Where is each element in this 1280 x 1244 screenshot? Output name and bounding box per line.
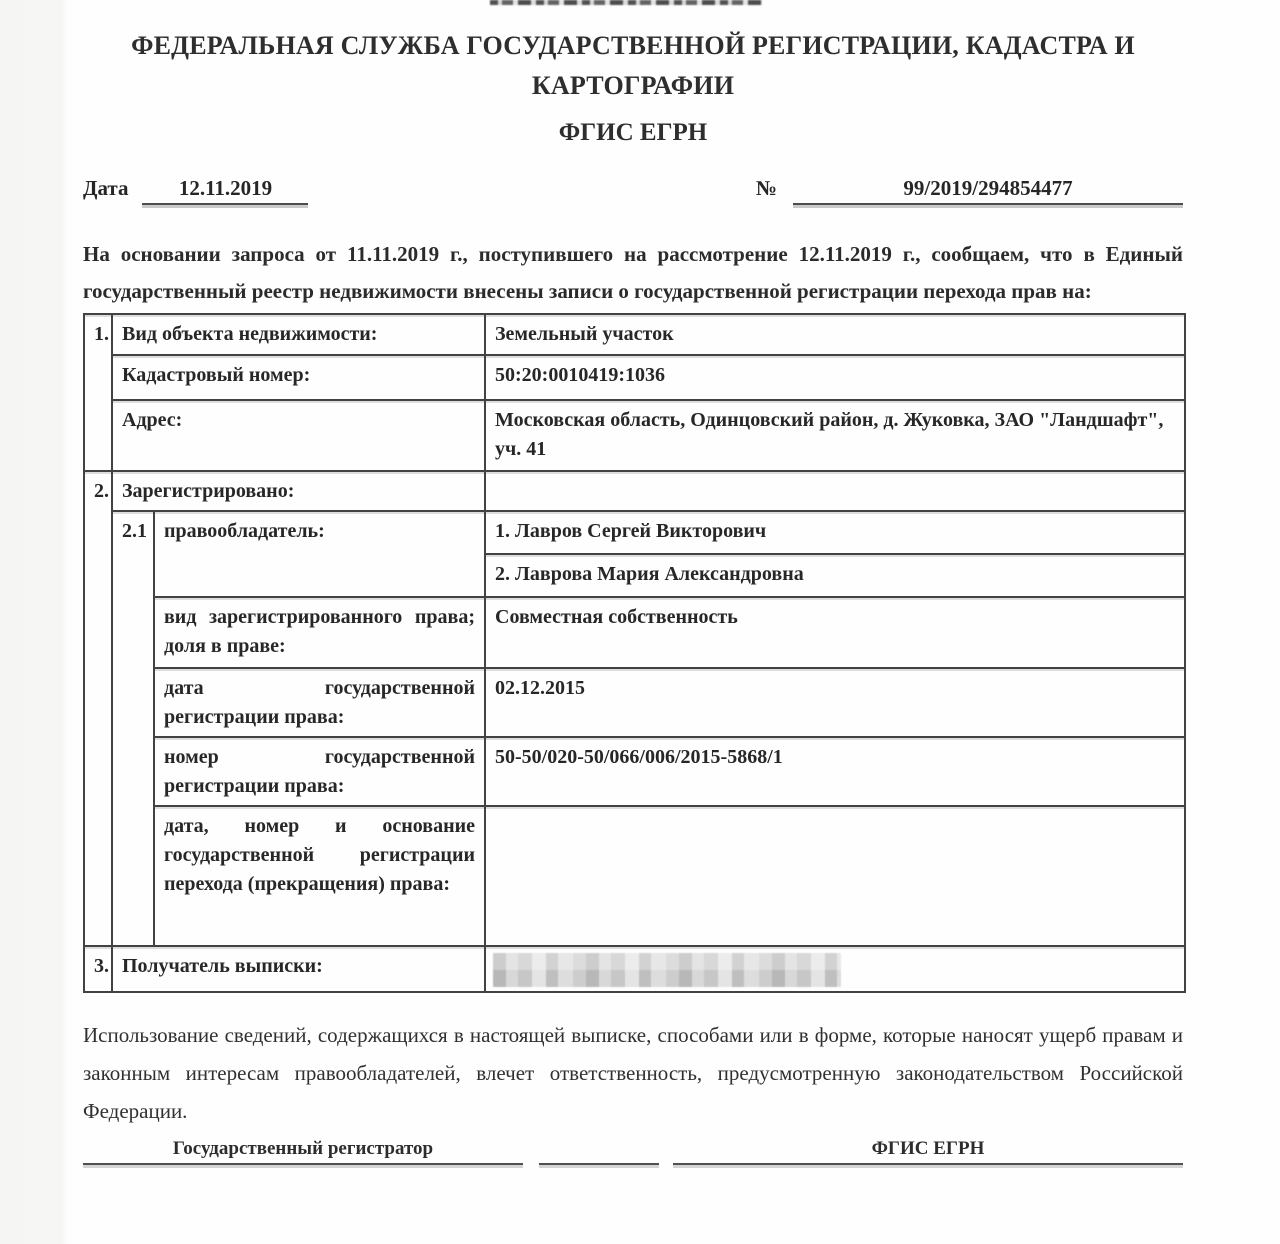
field-value-empty bbox=[485, 806, 1185, 946]
org-title-line2: КАРТОГРАФИИ bbox=[531, 71, 735, 100]
registrar-signature-label: Государственный регистратор bbox=[172, 1138, 434, 1159]
field-label: дата, номер и основание государственной регистрации перехода (прекращения) права: bbox=[154, 806, 485, 946]
field-value: Совместная собственность bbox=[485, 597, 1185, 668]
number-value: 99/2019/294854477 bbox=[793, 175, 1183, 205]
table-row bbox=[84, 737, 1185, 806]
field-label: Зарегистрировано: bbox=[112, 471, 485, 511]
field-label: правообладатель: bbox=[154, 511, 485, 597]
clipped-top-text-remnant bbox=[490, 0, 762, 5]
field-value: 02.12.2015 bbox=[485, 668, 1185, 737]
field-value-empty bbox=[485, 471, 1185, 511]
row-number: 2. bbox=[84, 471, 112, 946]
table-row bbox=[84, 400, 1185, 471]
field-label: Вид объекта недвижимости: bbox=[112, 314, 485, 355]
disclaimer-paragraph: Использование сведений, содержащихся в настоящей выписке, способами или в форме, которые наносят ущерб правам и законным интересам правообладателей, влечет ответственность, предусмотренную законодательством Российской Федерации. bbox=[83, 1023, 1183, 1123]
field-value: 50:20:0010419:1036 bbox=[485, 355, 1185, 400]
fgis-signature-line bbox=[673, 1138, 1183, 1165]
signature-row bbox=[83, 1138, 1183, 1165]
field-value-redacted bbox=[485, 946, 1185, 992]
field-label: Кадастровый номер: bbox=[112, 355, 485, 400]
table-row bbox=[84, 806, 1185, 946]
intro-paragraph: На основании запроса от 11.11.2019 г., поступившего на рассмотрение 12.11.2019 г., сообщаем, что в Единый государственный реестр недвижимости внесены записи о государственной регистрации перехода прав на: bbox=[83, 242, 1183, 303]
table-row bbox=[84, 668, 1185, 737]
field-value: 50-50/020-50/066/006/2015-5868/1 bbox=[485, 737, 1185, 806]
number-label: № bbox=[755, 176, 777, 200]
table-row bbox=[84, 511, 1185, 554]
field-label: вид зарегистрированного права; доля в праве: bbox=[154, 597, 485, 668]
registration-table bbox=[83, 313, 1186, 993]
table-row bbox=[84, 597, 1185, 668]
table-row bbox=[84, 314, 1185, 355]
field-value: 1. Лавров Сергей Викторович bbox=[485, 511, 1185, 554]
middle-signature-line bbox=[539, 1138, 659, 1165]
redacted-recipient-blur bbox=[493, 953, 841, 987]
row-subnumber: 2.1 bbox=[112, 511, 154, 946]
fgis-signature-label: ФГИС ЕГРН bbox=[871, 1138, 985, 1159]
field-value: Земельный участок bbox=[485, 314, 1185, 355]
table-row bbox=[84, 471, 1185, 511]
table-row bbox=[84, 946, 1185, 992]
system-title: ФГИС ЕГРН bbox=[558, 119, 708, 146]
row-number: 3. bbox=[84, 946, 112, 992]
field-label: Получатель выписки: bbox=[112, 946, 485, 992]
org-title-line1: ФЕДЕРАЛЬНАЯ СЛУЖБА ГОСУДАРСТВЕННОЙ РЕГИСТРАЦИИ, КАДАСТРА И bbox=[131, 31, 1135, 60]
field-value: Московская область, Одинцовский район, д. Жуковка, ЗАО "Ландшафт", уч. 41 bbox=[485, 400, 1185, 471]
field-label: Адрес: bbox=[112, 400, 485, 471]
field-label: номер государственной регистрации права: bbox=[154, 737, 485, 806]
date-label: Дата bbox=[83, 176, 129, 200]
field-value: 2. Лаврова Мария Александровна bbox=[485, 554, 1185, 597]
date-number-row bbox=[83, 175, 1183, 205]
date-value: 12.11.2019 bbox=[142, 175, 308, 205]
table-row bbox=[84, 355, 1185, 400]
registrar-signature-line bbox=[83, 1138, 523, 1165]
row-number: 1. bbox=[84, 314, 112, 471]
field-label: дата государственной регистрации права: bbox=[154, 668, 485, 737]
